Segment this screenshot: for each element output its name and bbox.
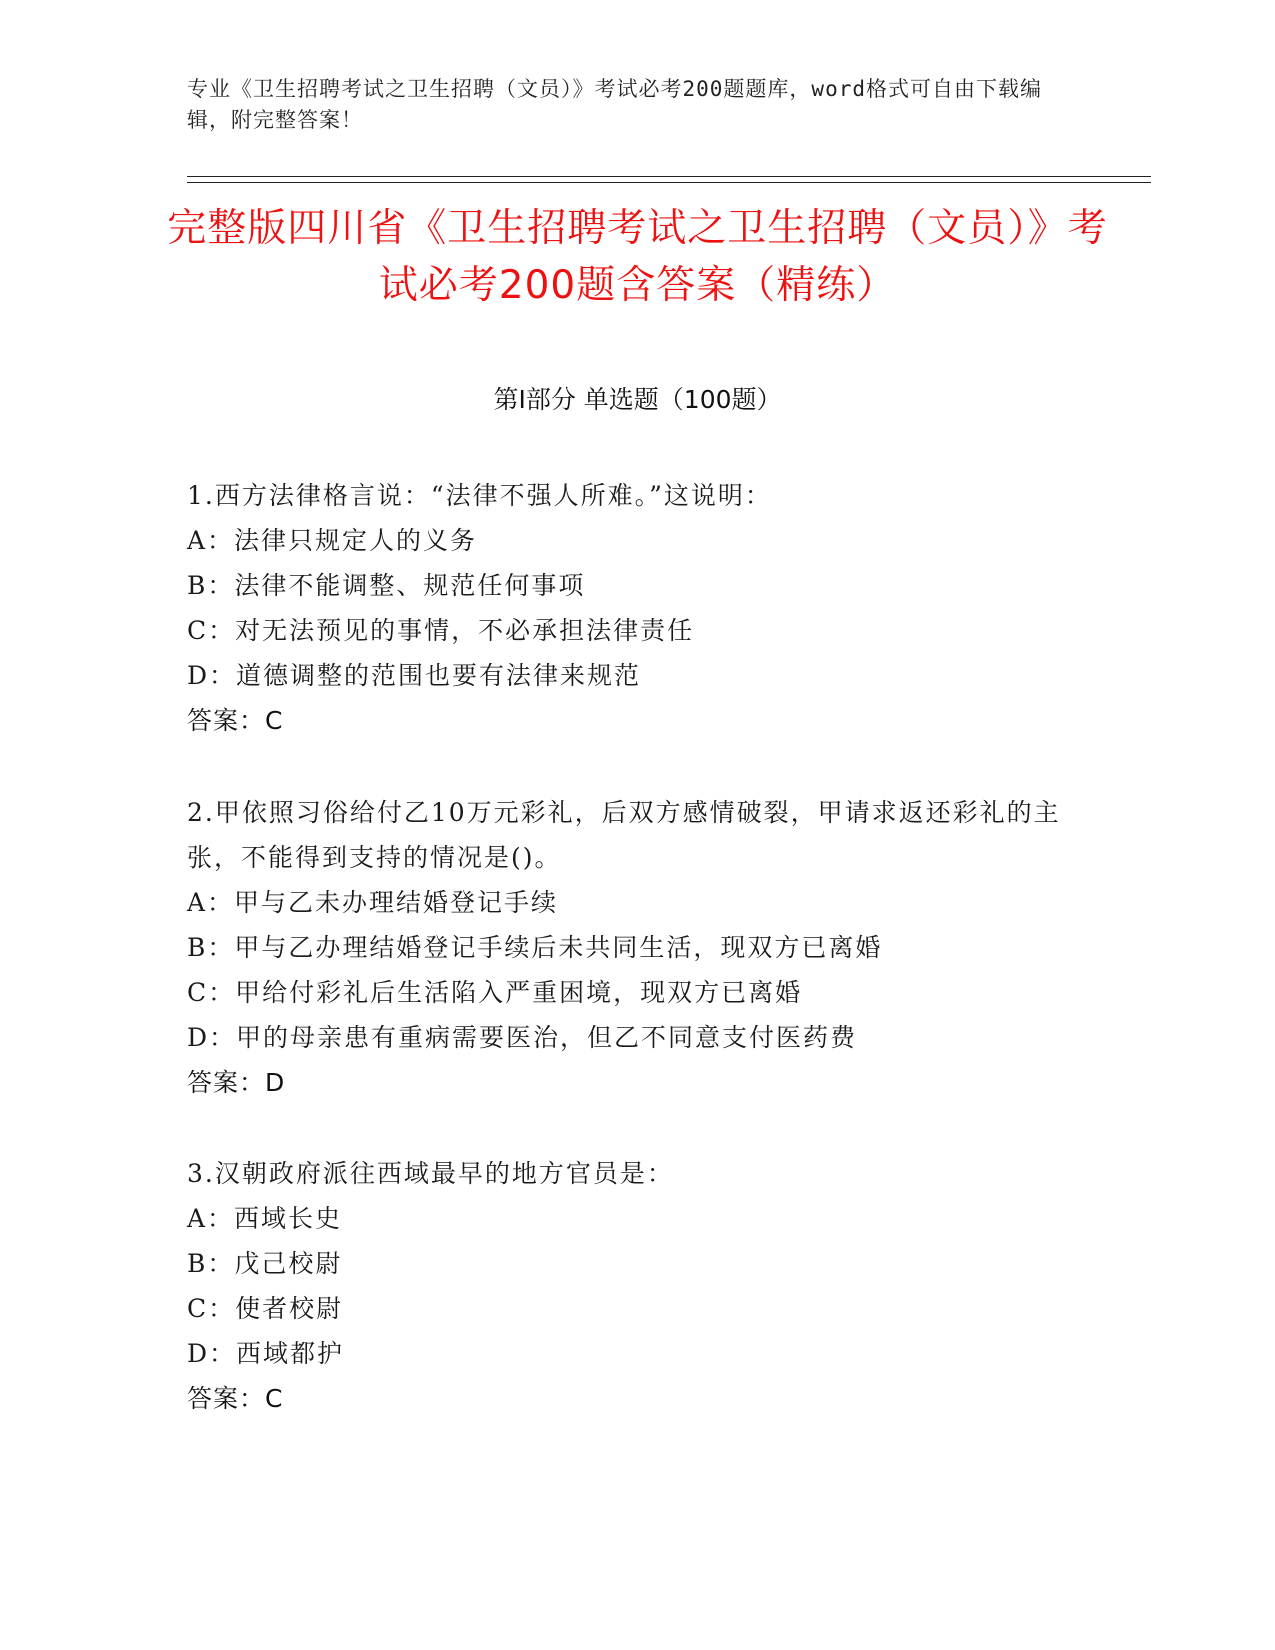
option-b: B：法律不能调整、规范任何事项 <box>187 571 586 600</box>
option-c: C：甲给付彩礼后生活陷入严重困境，现双方已离婚 <box>187 978 803 1007</box>
option-a: A：西域长史 <box>187 1204 343 1233</box>
answer-line: 答案：C <box>187 706 284 735</box>
header-divider-bottom <box>187 182 1151 183</box>
option-c: C：使者校尉 <box>187 1294 344 1323</box>
question-stem: 2.甲依照习俗给付乙10万元彩礼，后双方感情破裂，甲请求返还彩礼的主张，不能得到支持的情况是()。 <box>187 798 1061 872</box>
answer-line: 答案：D <box>187 1068 286 1097</box>
question-stem: 3.汉朝政府派往西域最早的地方官员是： <box>187 1159 674 1188</box>
question-stem: 1.西方法律格言说：“法律不强人所难。”这说明： <box>187 481 772 510</box>
question-3 <box>187 1151 1087 1421</box>
answer-line: 答案：C <box>187 1384 284 1413</box>
question-1 <box>187 473 1087 743</box>
section-heading: 第Ⅰ部分 单选题（100题） <box>493 385 782 414</box>
option-d: D：甲的母亲患有重病需要医治，但乙不同意支付医药费 <box>187 1023 858 1052</box>
header-divider-top <box>187 176 1151 177</box>
option-a: A：甲与乙未办理结婚登记手续 <box>187 888 559 917</box>
question-2 <box>187 790 1087 1105</box>
option-d: D：道德调整的范围也要有法律来规范 <box>187 661 642 690</box>
option-c: C：对无法预见的事情，不必承担法律责任 <box>187 616 695 645</box>
option-a: A：法律只规定人的义务 <box>187 526 478 555</box>
option-b: B：戊己校尉 <box>187 1249 343 1278</box>
header-note: 专业《卫生招聘考试之卫生招聘（文员）》考试必考200题题库，word格式可自由下载编辑，附完整答案！ <box>187 77 1042 132</box>
option-d: D：西域都护 <box>187 1339 345 1368</box>
option-b: B：甲与乙办理结婚登记手续后未共同生活，现双方已离婚 <box>187 933 883 962</box>
document-title: 完整版四川省《卫生招聘考试之卫生招聘（文员）》考试必考200题含答案（精练） <box>167 206 1108 308</box>
